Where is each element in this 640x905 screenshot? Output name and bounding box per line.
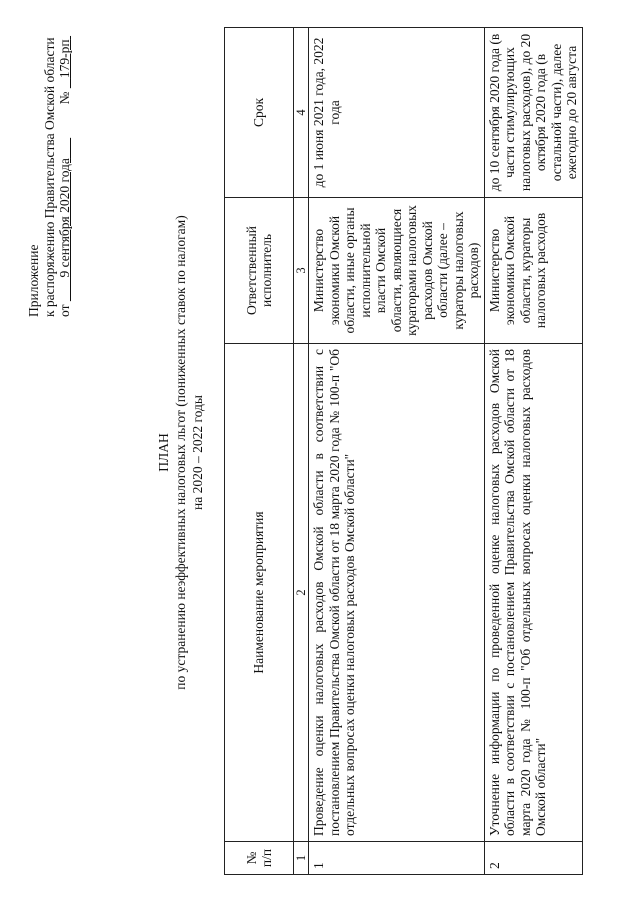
plan-years: на 2020 – 2022 годы	[190, 395, 205, 510]
column-number-row	[294, 28, 309, 875]
number-prefix: №	[57, 91, 72, 105]
annex-order-reference: к распоряжению Правительства Омской области	[41, 37, 57, 317]
plan-table	[224, 27, 583, 875]
plan-title: ПЛАН	[156, 433, 171, 472]
header-executor: Ответственный исполнитель	[225, 198, 294, 344]
executor-cell: Министерство экономики Омской области, иные органы исполнительной власти Омской области, являющиеся кураторами налоговых расходов Омской области (далее – кураторы налоговых расходов)	[309, 198, 485, 344]
header-activity: Наименование мероприятия	[225, 344, 294, 842]
activity-cell: Уточнение информации по проведенной оценке налоговых расходов Омской области в соответствии с постановлением Правительства Омской области от 18 марта 2020 года № 100-п "Об отдельных вопросах оценки налоговых расходов Омской области"	[484, 344, 582, 842]
deadline-cell: до 1 июня 2021 года, 2022 года	[309, 28, 485, 198]
row-number: 2	[484, 842, 582, 875]
order-number: 179-рп	[57, 39, 72, 79]
activity-cell: Проведение оценки налоговых расходов Омской области в соответствии с постановлением Правительства Омской области от 18 марта 2020 года № 100-п "Об отдельных вопросах оценки налоговых расходов Омской области"	[309, 344, 485, 842]
table-row	[484, 28, 582, 875]
plan-subtitle: по устранению неэффективных налоговых льгот (пониженных ставок по налогам)	[173, 215, 188, 690]
column-number: 1	[294, 842, 309, 875]
header-number: № п/п	[225, 842, 294, 875]
column-number: 2	[294, 344, 309, 842]
date-prefix: от	[57, 304, 72, 317]
table-header-row	[225, 28, 294, 875]
deadline-cell: до 10 сентября 2020 года (в части стимулирующих налоговых расходов), до 20 октября 2020 года (в остальной части), далее ежегодно до 20 августа	[484, 28, 582, 198]
executor-cell: Министерство экономики Омской области, кураторы налоговых расходов	[484, 198, 582, 344]
header-deadline: Срок	[225, 28, 294, 198]
column-number: 3	[294, 198, 309, 344]
annex-label: Приложение	[26, 244, 41, 317]
order-date: 9 сентября 2020 года	[57, 158, 72, 278]
annex-date-number	[57, 17, 73, 317]
table-row	[309, 28, 485, 875]
row-number: 1	[309, 842, 485, 875]
column-number: 4	[294, 28, 309, 198]
annex-header	[26, 17, 73, 317]
